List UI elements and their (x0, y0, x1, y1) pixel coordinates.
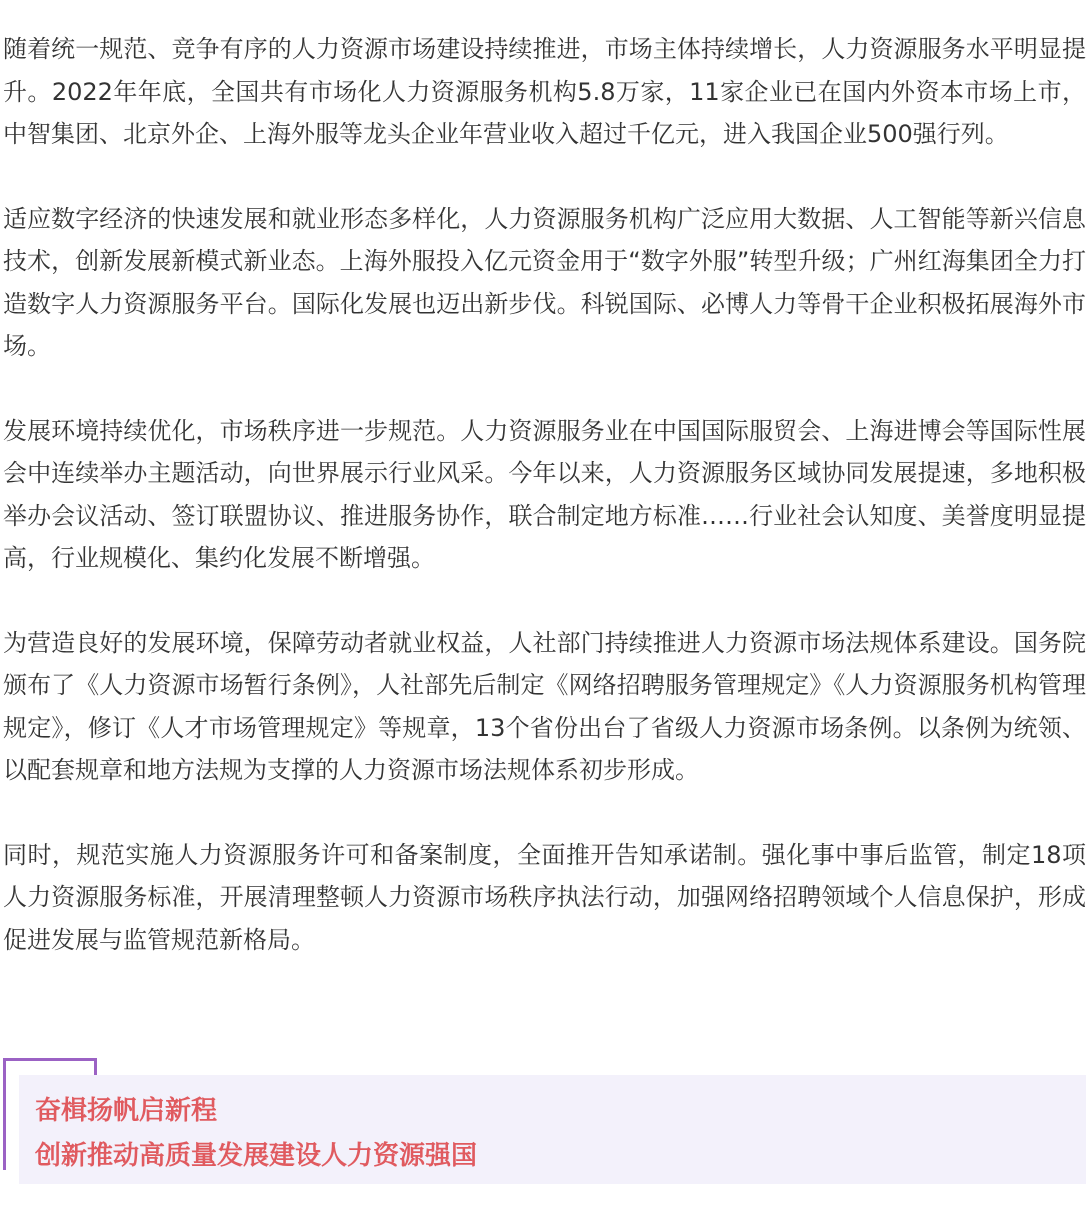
section-heading-border-left (3, 1058, 6, 1170)
section-heading-border-top (3, 1058, 97, 1061)
section-heading-border-notch (94, 1058, 97, 1075)
article-paragraph-5: 同时，规范实施人力资源服务许可和备案制度，全面推开告知承诺制。强化事中事后监管，制定18项人力资源服务标准，开展清理整顿人力资源市场秩序执法行动，加强网络招聘领域个人信息保护，形成促进发展与监管规范新格局。 (3, 840, 1086, 954)
article-paragraph-2: 适应数字经济的快速发展和就业形态多样化，人力资源服务机构广泛应用大数据、人工智能等新兴信息技术，创新发展新模式新业态。上海外服投入亿元资金用于“数字外服”转型升级；广州红海集团全力打造数字人力资源服务平台。国际化发展也迈出新步伐。科锐国际、必博人力等骨干企业积极拓展海外市场。 (3, 204, 1086, 360)
article-paragraph-4: 为营造良好的发展环境，保障劳动者就业权益，人社部门持续推进人力资源市场法规体系建设。国务院颁布了《人力资源市场暂行条例》，人社部先后制定《网络招聘服务管理规定》《人力资源服务机构管理规定》，修订《人才市场管理规定》等规章，13个省份出台了省级人力资源市场条例。以条例为统领、以配套规章和地方法规为支撑的人力资源市场法规体系初步形成。 (3, 628, 1086, 784)
article-body (3, 28, 1086, 1003)
section-heading-line-2: 创新推动高质量发展建设人力资源强国 (35, 1141, 478, 1171)
section-heading-line-1: 奋楫扬帆启新程 (35, 1096, 218, 1126)
article-paragraph-3: 发展环境持续优化，市场秩序进一步规范。人力资源服务业在中国国际服贸会、上海进博会等国际性展会中连续举办主题活动，向世界展示行业风采。今年以来，人力资源服务区域协同发展提速，多地积极举办会议活动、签订联盟协议、推进服务协作，联合制定地方标准……行业社会认知度、美誉度明显提高，行业规模化、集约化发展不断增强。 (3, 416, 1086, 572)
section-heading-box (3, 1058, 1086, 1184)
article-paragraph-1: 随着统一规范、竞争有序的人力资源市场建设持续推进，市场主体持续增长，人力资源服务水平明显提升。2022年年底，全国共有市场化人力资源服务机构5.8万家，11家企业已在国内外资本市场上市，中智集团、北京外企、上海外服等龙头企业年营业收入超过千亿元，进入我国企业500强行列。 (3, 35, 1086, 148)
